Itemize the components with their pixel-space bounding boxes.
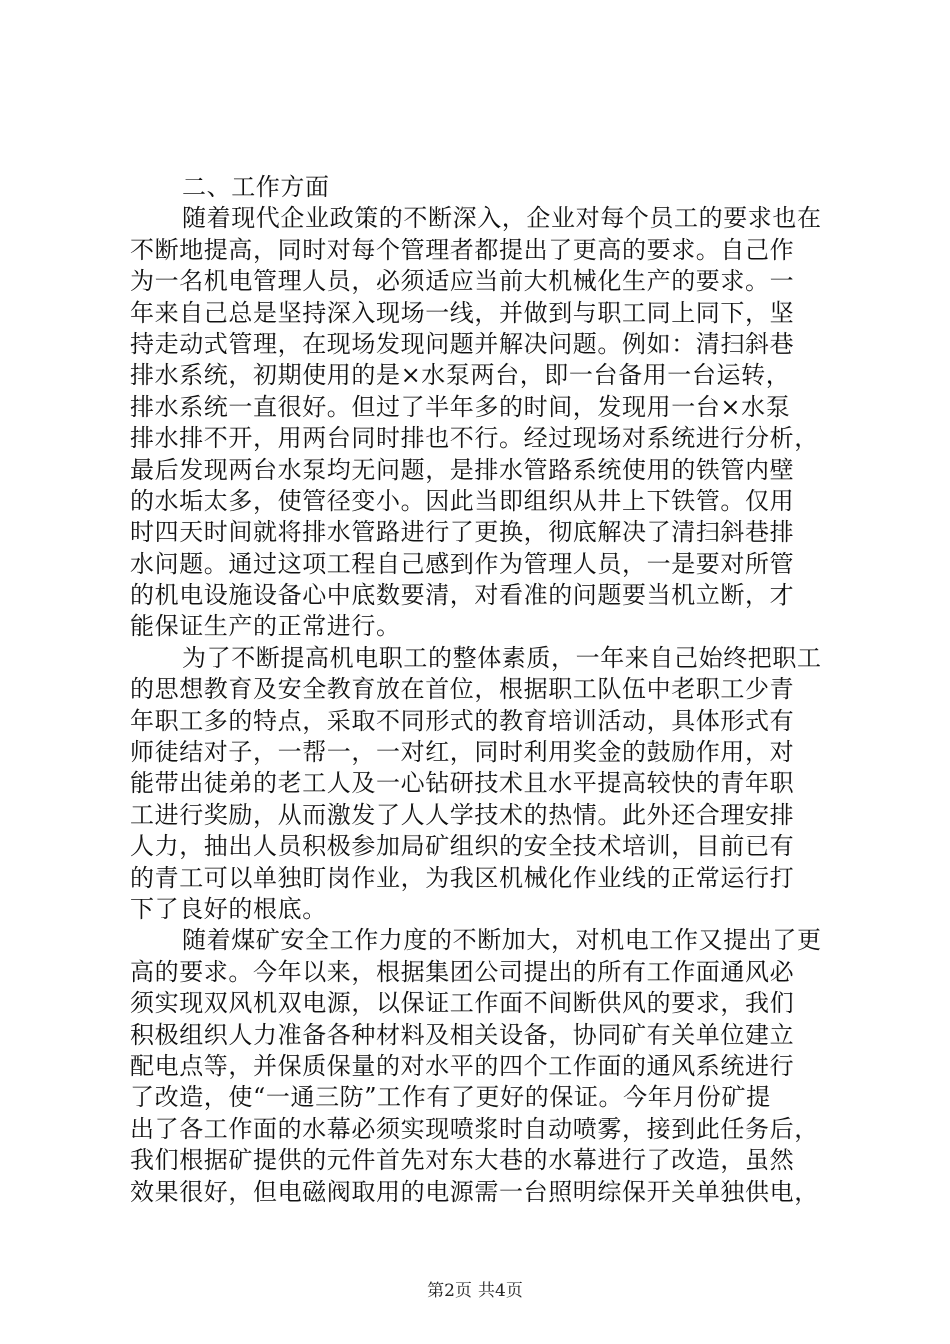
text-line: 的思想教育及安全教育放在首位，根据职工队伍中老职工少青 — [130, 675, 795, 704]
text-line: 工进行奖励，从而激发了人人学技术的热情。此外还合理安排 — [130, 800, 795, 829]
text-line: 积极组织人力准备各种材料及相关设备，协同矿有关单位建立 — [130, 1020, 795, 1049]
text-line: 我们根据矿提供的元件首先对东大巷的水幕进行了改造，虽然 — [130, 1146, 795, 1175]
text-line: 能带出徒弟的老工人及一心钻研技术且水平提高较快的青年职 — [130, 769, 795, 798]
page-total: 共4页 — [478, 1281, 523, 1301]
text-line: 了改造，使“一通三防”工作有了更好的保证。今年月份矿提 — [130, 1083, 771, 1112]
text-line: 最后发现两台水泵均无问题，是排水管路系统使用的铁管内壁 — [130, 455, 795, 484]
page-footer — [0, 1276, 950, 1301]
text-line: 出了各工作面的水幕必须实现喷浆时自动喷雾，接到此任务后， — [130, 1114, 819, 1143]
text-line: 的机电设施设备心中底数要清，对看准的问题要当机立断，才 — [130, 581, 795, 610]
text-line: 高的要求。今年以来，根据集团公司提出的所有工作面通风必 — [130, 957, 795, 986]
text-line: 的水垢太多，使管径变小。因此当即组织从井上下铁管。仅用 — [130, 486, 795, 515]
text-line: 年职工多的特点，采取不同形式的教育培训活动，具体形式有 — [130, 706, 795, 735]
text-line: 人力，抽出人员积极参加局矿组织的安全技术培训，目前已有 — [130, 832, 795, 861]
text-line: 时四天时间就将排水管路进行了更换，彻底解决了清扫斜巷排 — [130, 518, 795, 547]
text-line: 须实现双风机双电源，以保证工作面不间断供风的要求，我们 — [130, 989, 795, 1018]
text-line: 排水排不开，用两台同时排也不行。经过现场对系统进行分析， — [130, 424, 819, 453]
text-line: 随着现代企业政策的不断深入，企业对每个员工的要求也在 — [182, 204, 822, 233]
text-line: 能保证生产的正常进行。 — [130, 612, 401, 641]
text-line: 排水系统，初期使用的是×水泵两台，即一台备用一台运转， — [130, 361, 791, 390]
text-line: 为了不断提高机电职工的整体素质，一年来自己始终把职工 — [182, 643, 822, 672]
text-line: 持走动式管理，在现场发现问题并解决问题。例如：清扫斜巷 — [130, 329, 795, 358]
text-line: 不断地提高，同时对每个管理者都提出了更高的要求。自己作 — [130, 235, 795, 264]
text-line: 师徒结对子，一帮一，一对红，同时利用奖金的鼓励作用，对 — [130, 738, 795, 767]
text-line: 年来自己总是坚持深入现场一线，并做到与职工同上同下，坚 — [130, 298, 795, 327]
section-heading: 二、工作方面 — [182, 173, 330, 201]
text-line: 下了良好的根底。 — [130, 894, 327, 923]
document-body — [130, 172, 830, 1208]
text-line: 效果很好，但电磁阀取用的电源需一台照明综保开关单独供电， — [130, 1177, 819, 1206]
text-line: 随着煤矿安全工作力度的不断加大，对机电工作又提出了更 — [182, 926, 822, 955]
text-line: 为一名机电管理人员，必须适应当前大机械化生产的要求。一 — [130, 267, 795, 296]
text-line: 水问题。通过这项工程自己感到作为管理人员，一是要对所管 — [130, 549, 795, 578]
text-line: 排水系统一直很好。但过了半年多的时间，发现用一台×水泵 — [130, 392, 791, 421]
text-line: 配电点等，并保质保量的对水平的四个工作面的通风系统进行 — [130, 1051, 795, 1080]
page-number: 第2页 — [427, 1281, 472, 1301]
text-line: 的青工可以单独盯岗作业，为我区机械化作业线的正常运行打 — [130, 863, 795, 892]
